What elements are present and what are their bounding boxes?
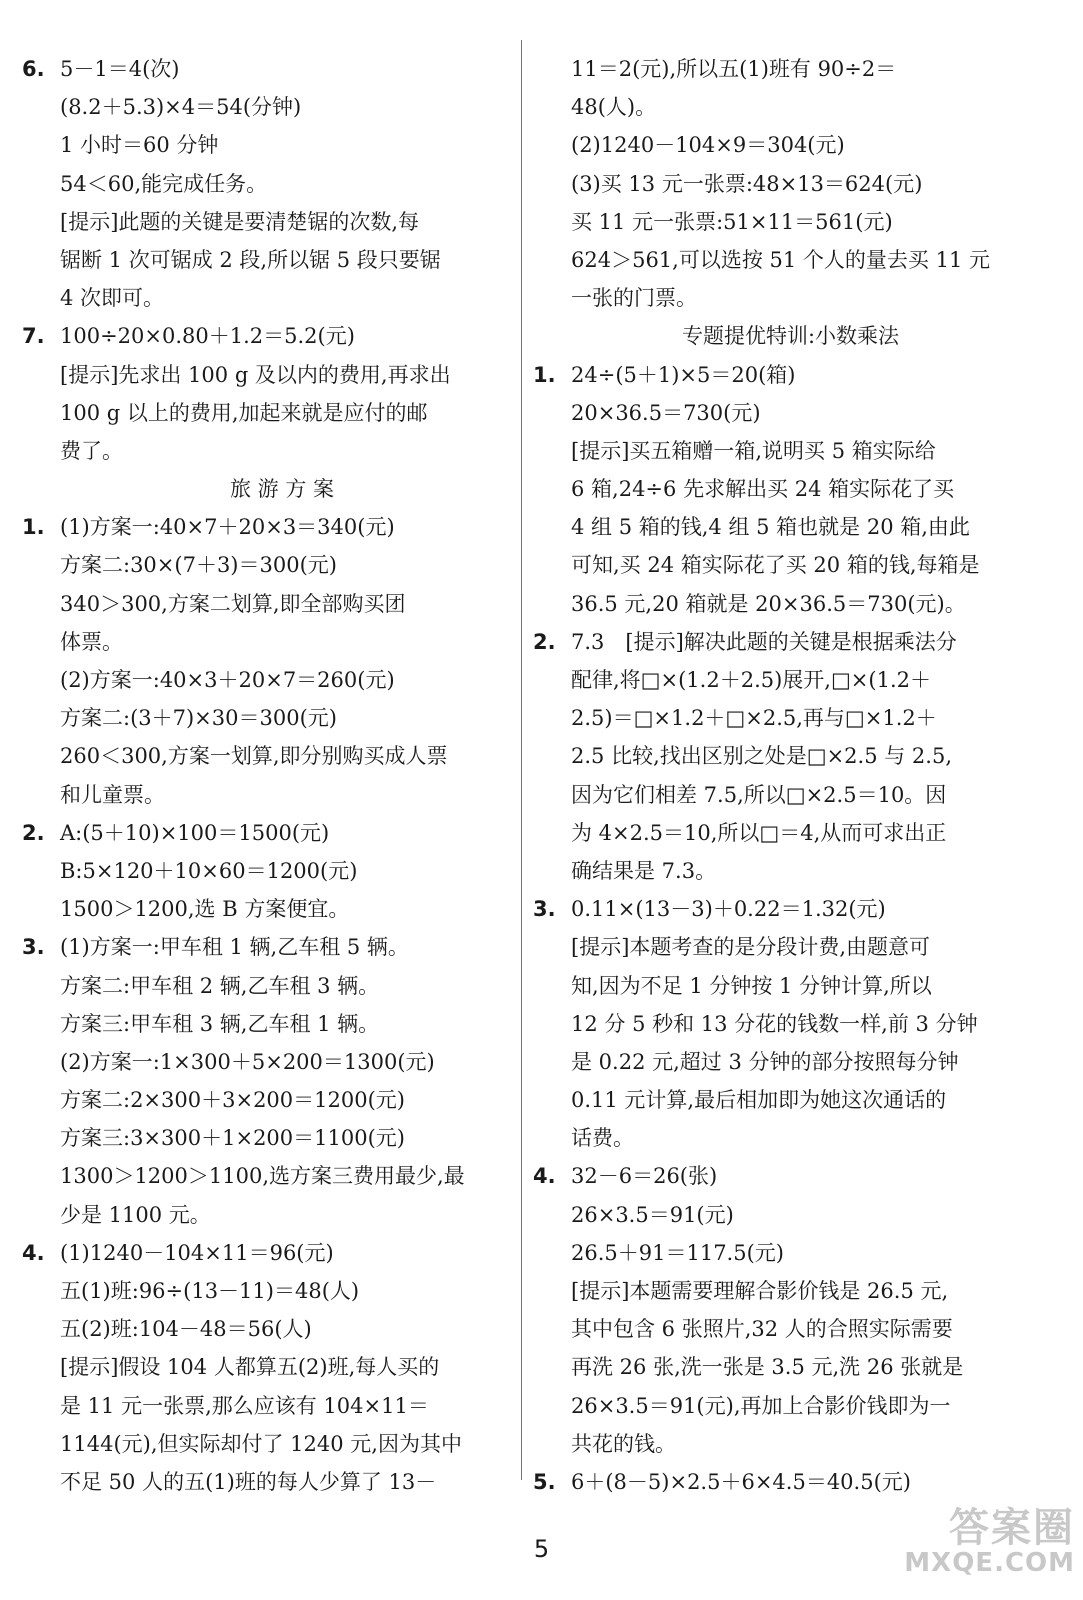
question-number: 4. [533, 1164, 556, 1189]
answer-line: [提示]先求出 100 g 及以内的费用,再求出 [60, 362, 451, 387]
answer-line: 锯断 1 次可锯成 2 段,所以锯 5 段只要锯 [60, 247, 441, 272]
answer-line: 方案二:甲车租 2 辆,乙车租 3 辆。 [60, 973, 380, 998]
left-column [22, 50, 522, 1501]
answer-line: [提示]假设 104 人都算五(2)班,每人买的 [60, 1355, 440, 1380]
answer-line: 36.5 元,20 箱就是 20×36.5＝730(元)。 [571, 591, 966, 616]
answer-line: 26.5＋91＝117.5(元) [571, 1240, 784, 1265]
answer-line [533, 356, 1028, 394]
answer-line: 五(2)班:104－48＝56(人) [60, 1317, 312, 1342]
answer-line [22, 928, 522, 966]
answer-text: (1)方案一:甲车租 1 辆,乙车租 5 辆。 [60, 935, 409, 960]
answer-line: 买 11 元一张票:51×11＝561(元) [571, 209, 893, 234]
answer-line: [提示]买五箱赠一箱,说明买 5 箱实际给 [571, 438, 936, 463]
question-number: 3. [22, 935, 45, 960]
answer-text: A:(5＋10)×100＝1500(元) [60, 820, 330, 845]
answer-line: 方案二:30×(7＋3)＝300(元) [60, 553, 337, 578]
answer-line [22, 1234, 522, 1272]
question-number: 2. [533, 629, 556, 654]
answer-line: 1300＞1200＞1100,选方案三费用最少,最 [60, 1164, 465, 1189]
answer-line: 2.5 比较,找出区别之处是□×2.5 与 2.5, [571, 744, 953, 769]
answer-line: 26×3.5＝91(元) [571, 1202, 734, 1227]
answer-text: 6＋(8－5)×2.5＋6×4.5＝40.5(元) [571, 1469, 911, 1494]
answer-line: (2)方案一:40×3＋20×7＝260(元) [60, 668, 395, 692]
answer-line: 340＞300,方案二划算,即全部购买团 [60, 591, 406, 616]
answer-line: 因为它们相差 7.5,所以□×2.5＝10。因 [571, 782, 947, 807]
answer-line: 4 次即可。 [60, 286, 165, 311]
answer-line: 费了。 [60, 438, 123, 463]
answer-line: 12 分 5 秒和 13 分花的钱数一样,前 3 分钟 [571, 1011, 978, 1036]
answer-line: 知,因为不足 1 分钟按 1 分钟计算,所以 [571, 973, 932, 998]
question-number: 6. [22, 57, 45, 81]
answer-line: 624＞561,可以选按 51 个人的量去买 11 元 [571, 247, 990, 272]
question-number: 7. [22, 324, 45, 349]
answer-text: (1)方案一:40×7＋20×3＝340(元) [60, 515, 395, 540]
watermark-logo-text: 答案圈 [949, 1505, 1075, 1551]
answer-line [22, 50, 522, 88]
answer-line: 共花的钱。 [571, 1431, 676, 1456]
answer-line: 其中包含 6 张照片,32 人的合照实际需要 [571, 1317, 953, 1342]
answer-line [22, 317, 522, 355]
answer-line: 6 箱,24÷6 先求解出买 24 箱实际花了买 [571, 477, 955, 502]
answer-line: 方案三:甲车租 3 辆,乙车租 1 辆。 [60, 1011, 380, 1036]
answer-line [533, 1463, 1028, 1501]
page-number: 5 [533, 1535, 550, 1563]
answer-text: 5－1＝4(次) [60, 57, 180, 81]
answer-line: (2)1240－104×9＝304(元) [571, 133, 845, 158]
right-column [533, 50, 1028, 1501]
answer-line: B:5×120＋10×60＝1200(元) [60, 858, 358, 883]
answer-line: 一张的门票。 [571, 286, 697, 311]
answer-text: 7.3 [提示]解决此题的关键是根据乘法分 [571, 629, 957, 654]
answer-text: 24÷(5＋1)×5＝20(箱) [571, 362, 796, 387]
answer-line: 260＜300,方案一划算,即分别购买成人票 [60, 744, 448, 769]
answer-line: (3)买 13 元一张票:48×13＝624(元) [571, 171, 923, 196]
answer-line [533, 890, 1028, 928]
answer-line: 可知,买 24 箱实际花了买 20 箱的钱,每箱是 [571, 553, 980, 578]
answer-line: 54＜60,能完成任务。 [60, 171, 268, 196]
answer-line [533, 623, 1028, 661]
answer-line: 是 11 元一张票,那么应该有 104×11＝ [60, 1393, 429, 1418]
answer-line: 是 0.22 元,超过 3 分钟的部分按照每分钟 [571, 1049, 959, 1074]
answer-line: [提示]本题考查的是分段计费,由题意可 [571, 935, 931, 960]
answer-line: 1500＞1200,选 B 方案便宜。 [60, 897, 350, 922]
answer-line: 100 g 以上的费用,加起来就是应付的邮 [60, 400, 428, 425]
answer-line: 体票。 [60, 629, 123, 654]
answer-line: [提示]本题需要理解合影价钱是 26.5 元, [571, 1279, 949, 1303]
answer-line [533, 1157, 1028, 1195]
answer-line: 方案二:2×300＋3×200＝1200(元) [60, 1088, 405, 1113]
question-number: 2. [22, 820, 45, 845]
answer-line: [提示]此题的关键是要清楚锯的次数,每 [60, 209, 420, 234]
answer-line [22, 508, 522, 546]
column-divider [521, 40, 522, 1480]
question-number: 1. [22, 515, 45, 540]
answer-line: 和儿童票。 [60, 782, 165, 807]
answer-line: 26×3.5＝91(元),再加上合影价钱即为一 [571, 1393, 951, 1418]
watermark-url: MXQE.COM [904, 1548, 1075, 1578]
answer-line: 0.11 元计算,最后相加即为她这次通话的 [571, 1088, 947, 1113]
answer-line: (8.2＋5.3)×4＝54(分钟) [60, 95, 302, 120]
answer-line: 方案三:3×300＋1×200＝1100(元) [60, 1126, 405, 1151]
answer-line: 11＝2(元),所以五(1)班有 90÷2＝ [571, 57, 897, 81]
answer-line: 4 组 5 箱的钱,4 组 5 箱也就是 20 箱,由此 [571, 515, 970, 540]
answer-line: 再洗 26 张,洗一张是 3.5 元,洗 26 张就是 [571, 1355, 964, 1380]
question-number: 3. [533, 897, 556, 922]
answer-line: 20×36.5＝730(元) [571, 400, 761, 425]
answer-line: 1144(元),但实际却付了 1240 元,因为其中 [60, 1431, 462, 1456]
answer-line: 少是 1100 元。 [60, 1202, 211, 1227]
answer-line: 2.5)＝□×1.2＋□×2.5,再与□×1.2＋ [571, 706, 937, 731]
answer-line: 配律,将□×(1.2＋2.5)展开,□×(1.2＋ [571, 668, 931, 692]
answer-line: 话费。 [571, 1126, 634, 1151]
answer-line: 方案二:(3＋7)×30＝300(元) [60, 706, 337, 731]
section-heading: 旅 游 方 案 [229, 477, 335, 502]
question-number: 4. [22, 1240, 45, 1265]
answer-line: 1 小时＝60 分钟 [60, 133, 219, 158]
question-number: 5. [533, 1469, 556, 1494]
answer-line: (2)方案一:1×300＋5×200＝1300(元) [60, 1049, 435, 1074]
answer-text: (1)1240－104×11＝96(元) [60, 1240, 334, 1265]
answer-line: 不足 50 人的五(1)班的每人少算了 13－ [60, 1469, 437, 1494]
answer-line [22, 814, 522, 852]
answer-text: 0.11×(13－3)＋0.22＝1.32(元) [571, 897, 886, 922]
question-number: 1. [533, 362, 556, 387]
answer-line: 确结果是 7.3。 [571, 858, 717, 883]
answer-line: 48(人)。 [571, 95, 657, 120]
answer-text: 100÷20×0.80＋1.2＝5.2(元) [60, 324, 355, 349]
answer-line: 五(1)班:96÷(13－11)＝48(人) [60, 1279, 360, 1303]
answer-text: 32－6＝26(张) [571, 1164, 718, 1189]
section-heading: 专题提优特训:小数乘法 [681, 324, 900, 349]
watermark-logo [865, 1505, 1075, 1580]
answer-line: 为 4×2.5＝10,所以□＝4,从而可求出正 [571, 820, 947, 845]
